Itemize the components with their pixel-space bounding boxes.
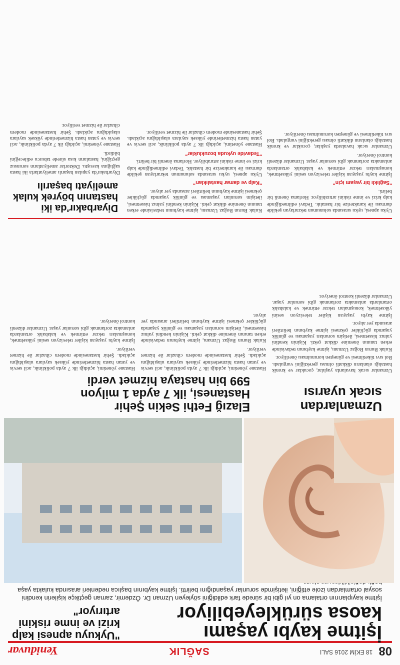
article1-subhead: İşitme kayıplarının ortalama on yıl gibi bir sürede fark edildiğini söyleyen Uzman Dr. Özdemir, zaman geçtikçe kişilerin kendini sosyal ortamlardan izole ettiğini, iletişimde sorunlar yaşandığını belirtti. İşitme kaybının başlıca nedenleri arasında kulakta yaşa [17, 586, 382, 601]
article3-headline-line1: Uzmanlardan [300, 399, 382, 414]
article5-paragraph: Diyarbakır'da yapılan başarılı ameliyatlarla iki hasta sağlığına kavuştu. Doktorlar ameliyatların sorunsuz geçtiğini, hastaların kısa sürede taburcu edileceğini bildirdi. [10, 149, 120, 175]
article2-body-col1 [141, 223, 266, 371]
article4-headline-line3: artırıyor" [73, 605, 120, 617]
article5-paragraph-2: Hastane yönetimi, açıldığı ilk 7 ayda poliklinik, acil servis ve yatan hasta hizmetlerinde yüksek sayılara ulaşıldığını açıkladı. Şehir hastanesinde modern cihazlar ile hizmet veriliyor. [10, 122, 120, 148]
ear-photo [244, 418, 394, 583]
divider-rule [8, 218, 392, 219]
article2-paragraph-2: Kulak Burun Boğaz Uzmanı, işitme kaybının tedavisinde erken tanının önemine dikkat çekti. Kişinin kendini yalnız hissetmesi, iletişim sorunları yaşaması ve günlük yaşamda güçlükler çekmesi işitme kaybının belirtileri arasında yer alıyor. [141, 311, 266, 344]
article2-paragraph-4: İşitme kaybı yaşayan kişiler televizyon sesini yükseltmek, konuşmaları tekrar ettirmek ve kalabalık ortamlarda anlamakta zorlanmak gibi sorunlar yaşar. Uzmanlar düzenli kontrol öneriyor. [10, 318, 135, 344]
article4-paragraph-3: Uzmanlar sıcak havalarda yaşlılar, çocuklar ve kronik hastalığı olanların dikkatli olması gerektiğini vurguladı. Bol sıvı tüketilmesi ve güneşten korunulması öneriliyor. [267, 130, 392, 150]
article2-body-col2 [10, 223, 135, 371]
article4-paragraph: Uyku apnesi, uyku sırasında solunumun tekrarlayan şekilde durması ile karakterize bir hastalık. Tedavi edilmediğinde kalp krizi ve inme riskini artırabiliyor. Horlama önemli bir belirti. [267, 187, 392, 213]
article4-subhead-3: "Tedavide uykuda bozukluklar" [185, 149, 262, 156]
article1-paragraph: Kulak Burun Boğaz Uzmanı, işitme kaybının tedavisinde erken tanının önemine dikkat çekti. Kişinin kendini yalnız hissetmesi, iletişim sorunları yaşaması ve günlük yaşamda güçlükler çekmesi işitme kaybının belirtileri arasında yer alıyor. [272, 320, 392, 352]
article4-body-col2 [127, 8, 262, 213]
article5-body [10, 8, 120, 175]
article4-headline [10, 605, 120, 641]
article1-headline-line2: kaosa sürükleyebiliyor [177, 602, 382, 623]
article1-headline-line1: İşitme kaybı yaşamı [203, 621, 382, 642]
article3-paragraph: Uzmanlar sıcak havalarda yaşlılar, çocuklar ve kronik hastalığı olanların dikkatli olması gerektiğini vurguladı. Bol sıvı tüketilmesi ve güneşten korunulması öneriliyor. [272, 354, 392, 373]
article2-headline-line1: Elazığ Fethi Sekin Şehir [114, 400, 250, 414]
article3-body [272, 223, 392, 373]
article4-paragraph-4: Kulak Burun Boğaz Uzmanı, işitme kaybının tedavisinde erken tanının önemine dikkat çekti. Kişinin kendini yalnız hissetmesi, iletişim sorunları yaşaması ve günlük yaşamda güçlükler çekmesi işitme kaybının belirtileri arasında yer alıyor. [127, 187, 262, 213]
article4-body-col1 [267, 8, 392, 213]
page-number: 08 [378, 644, 392, 658]
article5-headline-line1: Diyarbakır'da iki [41, 202, 118, 213]
section-label: SAĞLIK [168, 645, 210, 657]
article3-headline-line2: sıcak uyarısı [303, 385, 382, 400]
article4-paragraph-2: İşitme kaybı yaşayan kişiler televizyon sesini yükseltmek, konuşmaları tekrar ettirmek ve kalabalık ortamlarda anlamakta zorlanmak gibi sorunlar yaşar. Uzmanlar düzenli kontrol öneriyor. [267, 151, 392, 177]
newspaper-logo: Yeniduvar [8, 644, 59, 659]
article5-headline [8, 180, 118, 213]
article2-headline-line2: Hastanesi, ilk 7 ayda 1 milyon [80, 387, 250, 401]
article4-headline-line1: "Uykuyu apnesi kalp [12, 629, 120, 641]
article4-headline-line2: krizi ve inme riskini [18, 617, 120, 629]
article2-headline-line3: 599 bin hastaya hizmet verdi [87, 374, 250, 388]
article5-headline-line3: ameliyatı başarılı [37, 180, 118, 191]
article4-subhead-2: "Kalp ve damar hastalıkları" [193, 179, 262, 186]
article1-paragraph-2: İşitme kaybı yaşayan kişiler televizyon sesini yükseltmek, konuşmaları tekrar ettirmek ve kalabalık ortamlarda anlamakta zorlanmak gibi sorunlar yaşar. Uzmanlar düzenli kontrol öneriyor. [272, 292, 392, 318]
article1-headline [132, 603, 382, 641]
hospital-photo [4, 418, 242, 583]
issue-date: 18 EKİM 2016 SALI [319, 648, 373, 654]
masthead [8, 641, 392, 659]
article4-paragraph-5: Uyku apnesi, uyku sırasında solunumun tekrarlayan şekilde durması ile karakterize bir hastalık. Tedavi edilmediğinde kalp krizi ve inme riskini artırabiliyor. Horlama önemli bir belirti. [127, 158, 262, 177]
article2-paragraph: Hastane yönetimi, açıldığı ilk 7 ayda poliklinik, acil servis ve yatan hasta hizmetlerinde yüksek sayılara ulaşıldığını açıkladı. Şehir hastanesinde modern cihazlar ile hizmet veriliyor. [141, 345, 266, 371]
article4-subhead-1: "Sağlıklı bir yaşam için" [332, 179, 392, 186]
article3-headline [262, 385, 382, 413]
article5-headline-line2: hastanın böyrek kulak [12, 191, 118, 202]
article4-paragraph-6: Hastane yönetimi, açıldığı ilk 7 ayda poliklinik, acil servis ve yatan hasta hizmetlerinde yüksek sayılara ulaşıldığını açıkladı. Şehir hastanesinde modern cihazlar ile hizmet veriliyor. [127, 128, 262, 148]
article2-paragraph-3: Hastane yönetimi, açıldığı ilk 7 ayda poliklinik, acil servis ve yatan hasta hizmetlerinde yüksek sayılara ulaşıldığını açıkladı. Şehir hastanesinde modern cihazlar ile hizmet veriliyor. [10, 345, 135, 371]
article2-headline [10, 374, 250, 413]
